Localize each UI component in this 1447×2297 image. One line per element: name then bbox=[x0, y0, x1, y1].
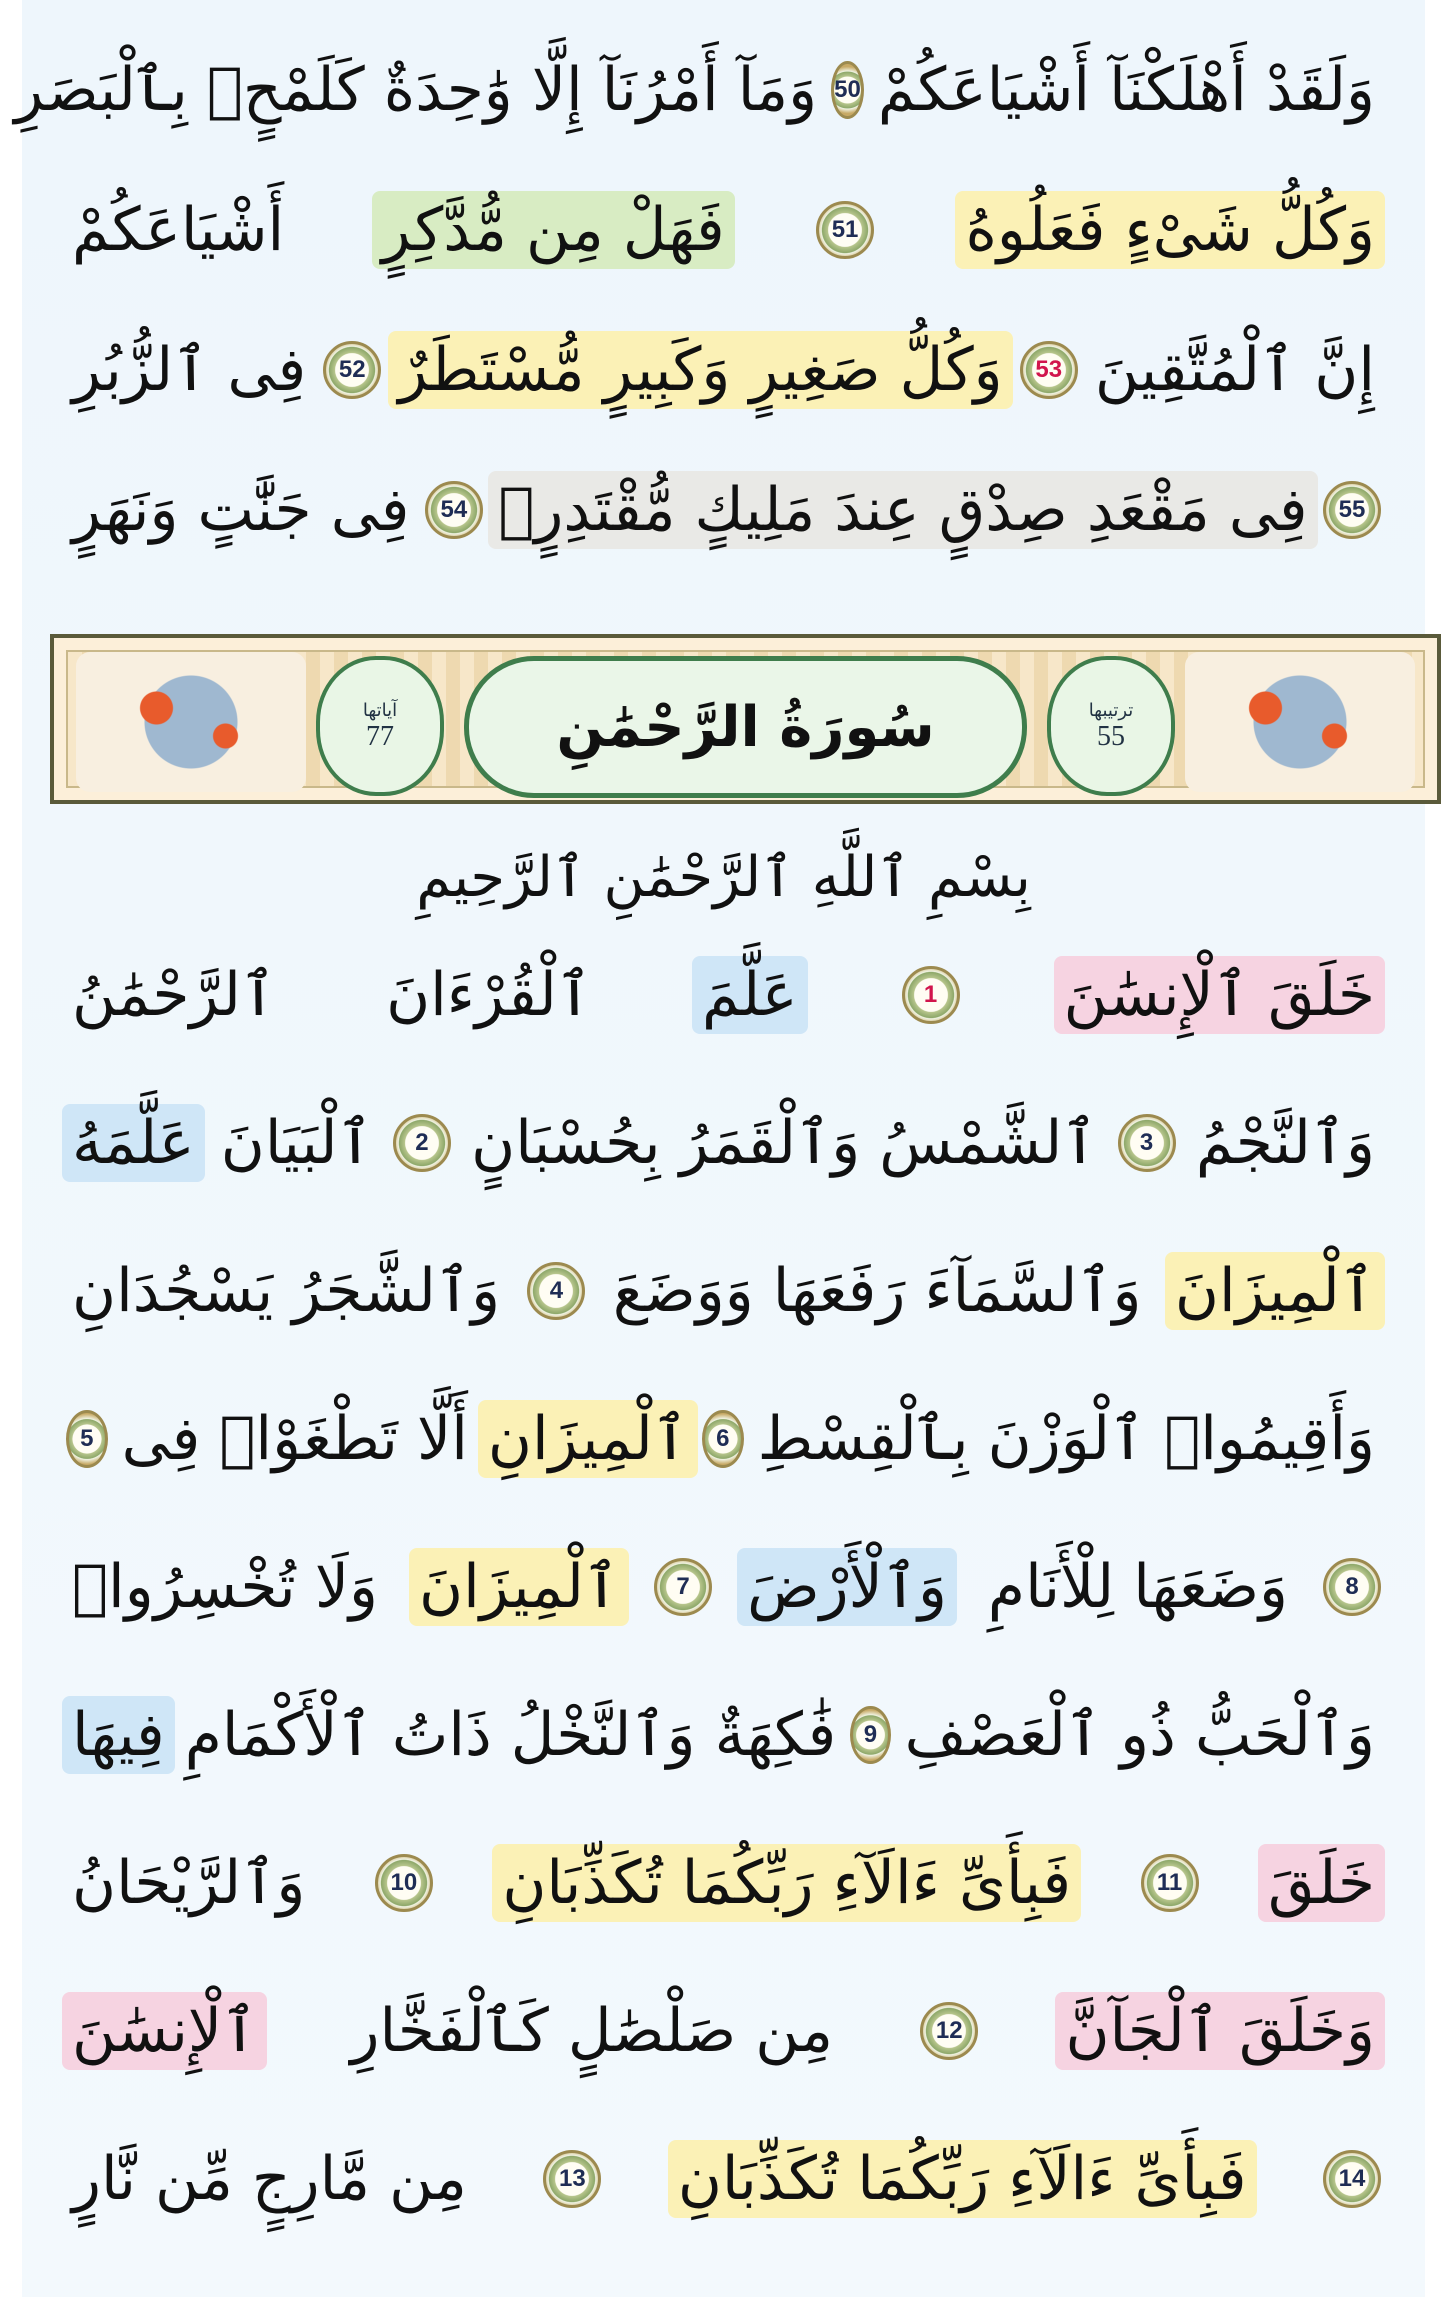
highlighted-phrase: فِيهَا bbox=[62, 1696, 175, 1774]
mushaf-line bbox=[62, 1231, 1385, 1351]
highlighted-phrase: وَٱلْأَرْضَ bbox=[737, 1548, 957, 1626]
mushaf-line bbox=[14, 30, 1385, 150]
verse-text: وَٱلرَّيْحَانُ bbox=[72, 1848, 306, 1918]
highlighted-phrase: وَخَلَقَ ٱلْجَآنَّ bbox=[1055, 1992, 1385, 2070]
ayah-number-marker: 6 bbox=[702, 1410, 744, 1468]
verse-text: فَٰكِهَةٌ وَٱلنَّخْلُ ذَاتُ ٱلْأَكْمَامِ bbox=[184, 1700, 837, 1770]
mushaf-line bbox=[62, 1823, 1385, 1943]
mushaf-line bbox=[62, 1379, 1385, 1499]
verse-text: فِى ٱلزُّبُرِ bbox=[72, 335, 307, 405]
ayah-number-marker: 52 bbox=[323, 341, 381, 399]
verse-text: وَٱلسَّمَآءَ رَفَعَهَا وَوَضَعَ bbox=[612, 1256, 1142, 1326]
verses-count-medallion bbox=[316, 656, 444, 796]
highlighted-phrase: وَكُلُّ شَىْءٍ فَعَلُوهُ bbox=[955, 191, 1385, 269]
verse-text: مِن مَّارِجٍ مِّن نَّارٍ bbox=[72, 2144, 467, 2214]
verse-text: وَضَعَهَا لِلْأَنَامِ bbox=[987, 1552, 1289, 1622]
surah-order-medallion bbox=[1047, 656, 1175, 796]
mushaf-line bbox=[62, 1675, 1385, 1795]
highlighted-phrase: فَبِأَىِّ ءَالَآءِ رَبِّكُمَا تُكَذِّبَانِ bbox=[492, 1844, 1081, 1922]
ayah-number-marker: 4 bbox=[527, 1262, 585, 1320]
highlighted-phrase: ٱلْإِنسَٰنَ bbox=[62, 1992, 267, 2070]
verse-text: وَمَآ أَمْرُنَآ إِلَّا وَٰحِدَةٌ كَلَمْحٍۭ بِٱلْبَصَرِ bbox=[14, 55, 818, 125]
highlighted-phrase: وَكُلُّ صَغِيرٍ وَكَبِيرٍ مُّسْتَطَرٌ bbox=[388, 331, 1012, 409]
verse-text: ٱلشَّمْسُ وَٱلْقَمَرُ بِحُسْبَانٍ bbox=[471, 1108, 1098, 1178]
ayah-number-marker: 5 bbox=[66, 1410, 108, 1468]
mushaf-line bbox=[62, 450, 1385, 570]
highlighted-phrase: ٱلْمِيزَانَ bbox=[409, 1548, 629, 1626]
verse-text: مِن صَلْصَٰلٍ كَٱلْفَخَّارِ bbox=[350, 1996, 834, 2066]
ayah-number-marker: 50 bbox=[831, 61, 864, 119]
verse-text: وَأَقِيمُوا۟ ٱلْوَزْنَ بِٱلْقِسْطِ bbox=[757, 1404, 1375, 1474]
verses-number: 77 bbox=[366, 720, 394, 752]
floral-ornament-right bbox=[1185, 652, 1415, 792]
mushaf-line bbox=[62, 310, 1385, 430]
mushaf-line bbox=[62, 170, 1385, 290]
verse-text: وَٱلْحَبُّ ذُو ٱلْعَصْفِ bbox=[904, 1700, 1375, 1770]
highlighted-phrase: ٱلْمِيزَانِ bbox=[478, 1400, 698, 1478]
verse-text: ٱلْقُرْءَانَ bbox=[386, 960, 592, 1030]
verse-text: أَشْيَاعَكُمْ bbox=[72, 195, 285, 265]
order-number: 55 bbox=[1097, 720, 1125, 752]
highlighted-phrase: فَبِأَىِّ ءَالَآءِ رَبِّكُمَا تُكَذِّبَانِ bbox=[668, 2140, 1257, 2218]
highlighted-phrase: فَهَلْ مِن مُّدَّكِرٍ bbox=[372, 191, 735, 269]
mushaf-line bbox=[62, 1083, 1385, 1203]
highlighted-phrase: عَلَّمَهُ bbox=[62, 1104, 205, 1182]
ayah-number-marker: 11 bbox=[1141, 1854, 1199, 1912]
ayah-number-marker: 54 bbox=[425, 481, 483, 539]
verse-text: ٱلرَّحْمَٰنُ bbox=[72, 960, 277, 1030]
ayah-number-marker: 9 bbox=[850, 1706, 890, 1764]
surah-header bbox=[50, 634, 1441, 804]
ayah-number-marker: 7 bbox=[654, 1558, 712, 1616]
ayah-number-marker: 12 bbox=[920, 2002, 978, 2060]
ayah-number-marker: 3 bbox=[1118, 1114, 1176, 1172]
verse-text: إِنَّ ٱلْمُتَّقِينَ bbox=[1094, 335, 1375, 405]
ayah-number-marker: 51 bbox=[816, 201, 874, 259]
highlighted-phrase: خَلَقَ bbox=[1258, 1844, 1385, 1922]
highlighted-phrase: ٱلْمِيزَانَ bbox=[1165, 1252, 1385, 1330]
ayah-number-marker: 13 bbox=[543, 2150, 601, 2208]
mushaf-page bbox=[14, 0, 1425, 2297]
ayah-number-marker: 1 bbox=[902, 966, 960, 1024]
ayah-number-marker: 2 bbox=[393, 1114, 451, 1172]
ayah-number-marker: 10 bbox=[375, 1854, 433, 1912]
ayah-number-marker: 55 bbox=[1323, 481, 1381, 539]
mushaf-line bbox=[62, 1527, 1385, 1647]
highlighted-phrase: فِى مَقْعَدِ صِدْقٍ عِندَ مَلِيكٍ مُّقْتَدِرٍۭ bbox=[488, 471, 1317, 549]
mushaf-line bbox=[62, 935, 1385, 1055]
verses-label: آياتها bbox=[362, 699, 398, 721]
mushaf-line bbox=[62, 2119, 1385, 2239]
highlighted-phrase: عَلَّمَ bbox=[692, 956, 808, 1034]
ayah-number-marker: 53 bbox=[1020, 341, 1078, 399]
ayah-number-marker: 8 bbox=[1323, 1558, 1381, 1616]
order-label: ترتيبها bbox=[1088, 699, 1134, 721]
surah-title: سُورَةُ الرَّحْمَٰنِ bbox=[464, 656, 1027, 798]
basmala: بِسْمِ ٱللَّهِ ٱلرَّحْمَٰنِ ٱلرَّحِيمِ bbox=[416, 845, 1031, 910]
verse-text: وَلَقَدْ أَهْلَكْنَآ أَشْيَاعَكُمْ bbox=[877, 55, 1375, 125]
verse-text: فِى جَنَّٰتٍ وَنَهَرٍ bbox=[72, 475, 410, 545]
highlighted-phrase: خَلَقَ ٱلْإِنسَٰنَ bbox=[1054, 956, 1385, 1034]
verse-text: ٱلْبَيَانَ bbox=[220, 1108, 373, 1178]
verse-text: وَلَا تُخْسِرُوا۟ bbox=[72, 1552, 379, 1622]
verse-text: وَٱلشَّجَرُ يَسْجُدَانِ bbox=[72, 1256, 501, 1326]
verse-text: وَٱلنَّجْمُ bbox=[1195, 1108, 1375, 1178]
verse-text: أَلَّا تَطْغَوْا۟ فِى bbox=[121, 1404, 468, 1474]
floral-ornament-left bbox=[76, 652, 306, 792]
mushaf-line bbox=[62, 1971, 1385, 2091]
ayah-number-marker: 14 bbox=[1323, 2150, 1381, 2208]
